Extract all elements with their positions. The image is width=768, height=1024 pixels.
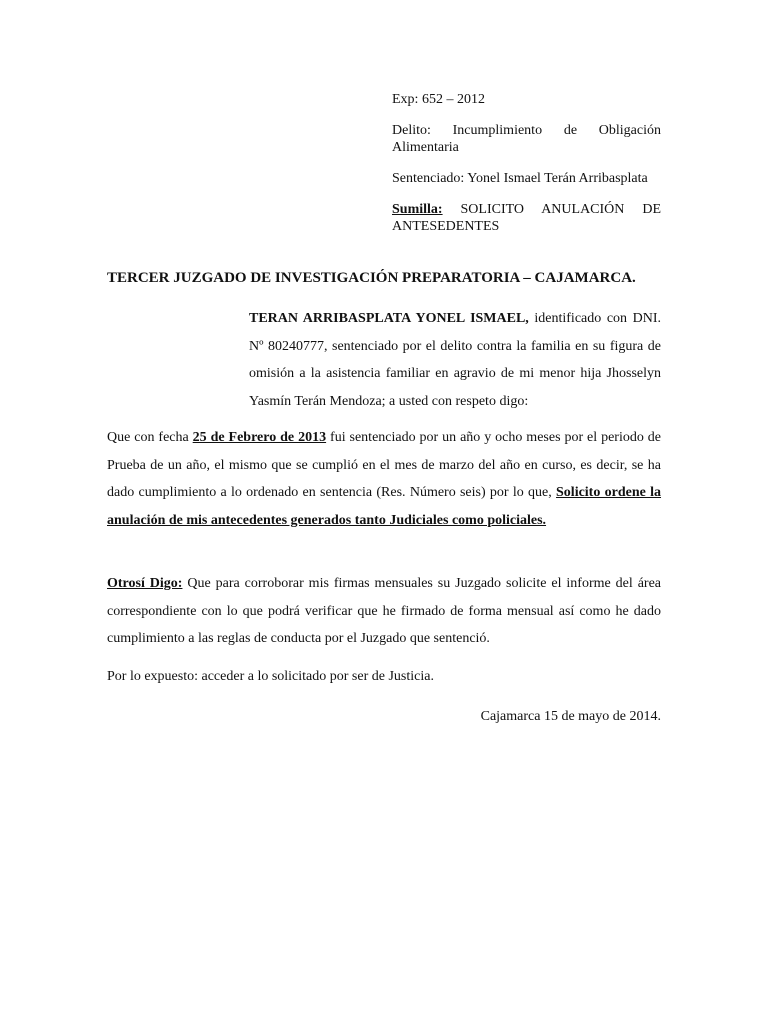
- otrosi-text: Que para corroborar mis firmas mensuales su Juzgado solicite el informe del área correspondiente con lo que podrá verificar que he firmado de forma mensual así como he dado cumplimiento a las reglas de conducta por el Juzgado que sentenció.: [107, 576, 661, 646]
- sentence-date: 25 de Febrero de 2013: [192, 430, 327, 445]
- closing-paragraph: Por lo expuesto: acceder a lo solicitado por ser de Justicia.: [107, 669, 434, 684]
- sentenced-line: Sentenciado: Yonel Ismael Terán Arribasplata: [392, 171, 648, 186]
- case-number: Exp: 652 – 2012: [392, 92, 485, 107]
- facts-text: fui sentenciado por un año y ocho meses por el periodo de Prueba de un año, el mismo que se cumplió en el mes de marzo del año en curso, es decir, se ha dado cumplimiento a lo ordenado en sentencia (Res. Número seis) por lo que,: [107, 430, 662, 500]
- offense-line: Delito: Incumplimiento de Obligación Alimentaria: [392, 123, 661, 155]
- sumilla-line: [392, 201, 661, 235]
- intro-text: identificado con DNI. Nº 80240777, sentenciado por el delito contra la familia en su figura de omisión a la asistencia familiar en agravio de mi menor hija Jhosselyn Yasmín Terán Mendoza; a usted con respeto digo:: [249, 311, 661, 409]
- otrosi-paragraph: [107, 570, 661, 653]
- intro-paragraph: [249, 305, 661, 415]
- sumilla-text: SOLICITO ANULACIÓN DE ANTESEDENTES: [392, 202, 661, 234]
- case-header: [392, 91, 661, 249]
- sumilla-label: Sumilla:: [392, 202, 443, 217]
- otrosi-label: Otrosí Digo:: [107, 576, 183, 591]
- request-text: Solicito ordene la anulación de mis antecedentes generados tanto Judiciales como policiales.: [107, 485, 662, 528]
- court-title: TERCER JUZGADO DE INVESTIGACIÓN PREPARATORIA – CAJAMARCA.: [107, 270, 636, 286]
- facts-paragraph: [107, 424, 661, 534]
- facts-pre: Que con fecha: [107, 430, 193, 445]
- place-date: Cajamarca 15 de mayo de 2014.: [480, 709, 661, 724]
- petitioner-name: TERAN ARRIBASPLATA YONEL ISMAEL,: [249, 311, 529, 326]
